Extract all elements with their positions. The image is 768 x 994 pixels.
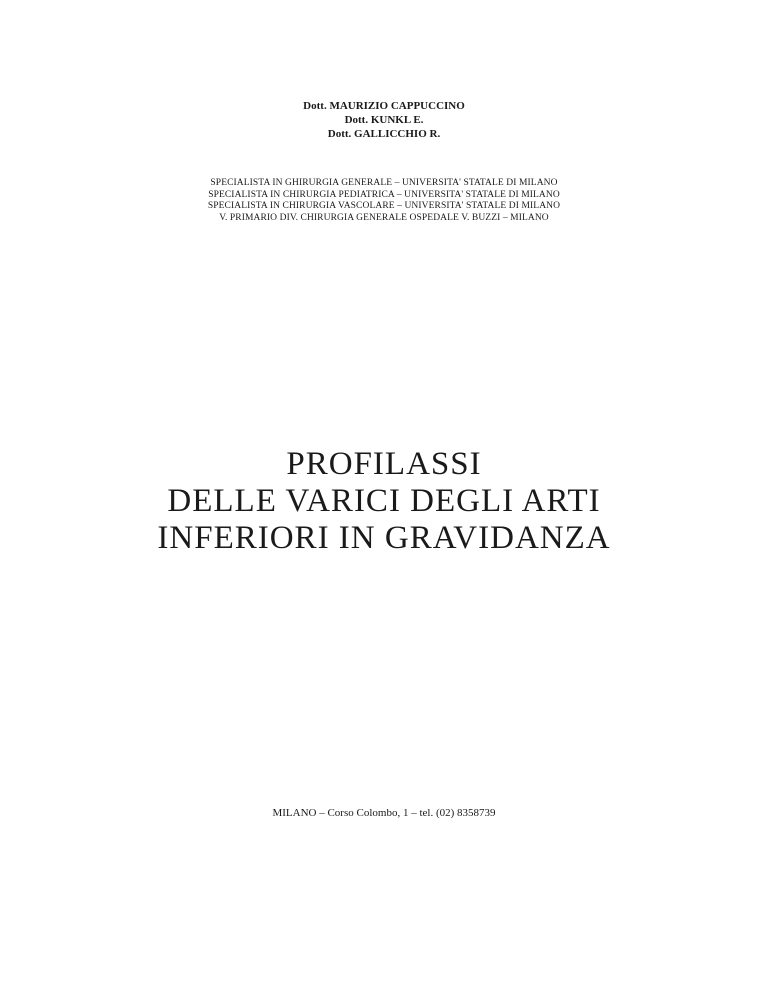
specialty-line: V. PRIMARIO DIV. CHIRURGIA GENERALE OSPEDALE V. BUZZI – MILANO (219, 212, 549, 223)
author-list (0, 99, 768, 141)
author-name: Dott. KUNKL E. (344, 114, 424, 126)
address-footer: MILANO – Corso Colombo, 1 – tel. (02) 8358739 (272, 807, 496, 819)
specialty-line: SPECIALISTA IN CHIRURGIA PEDIATRICA – UNIVERSITA' STATALE DI MILANO (208, 189, 560, 200)
specialty-line: SPECIALISTA IN CHIRURGIA VASCOLARE – UNIVERSITA' STATALE DI MILANO (207, 201, 561, 211)
title-line: INFERIORI IN GRAVIDANZA (157, 520, 611, 556)
title-line: DELLE VARICI DEGLI ARTI (167, 483, 601, 519)
author-name: Dott. GALLICCHIO R. (327, 128, 441, 140)
document-title (0, 446, 768, 557)
specialty-list (0, 178, 768, 224)
specialty-line: SPECIALISTA IN GHIRURGIA GENERALE – UNIVERSITA' STATALE DI MILANO (210, 178, 558, 188)
title-line: PROFILASSI (286, 446, 482, 482)
author-name: Dott. MAURIZIO CAPPUCCINO (303, 100, 465, 112)
